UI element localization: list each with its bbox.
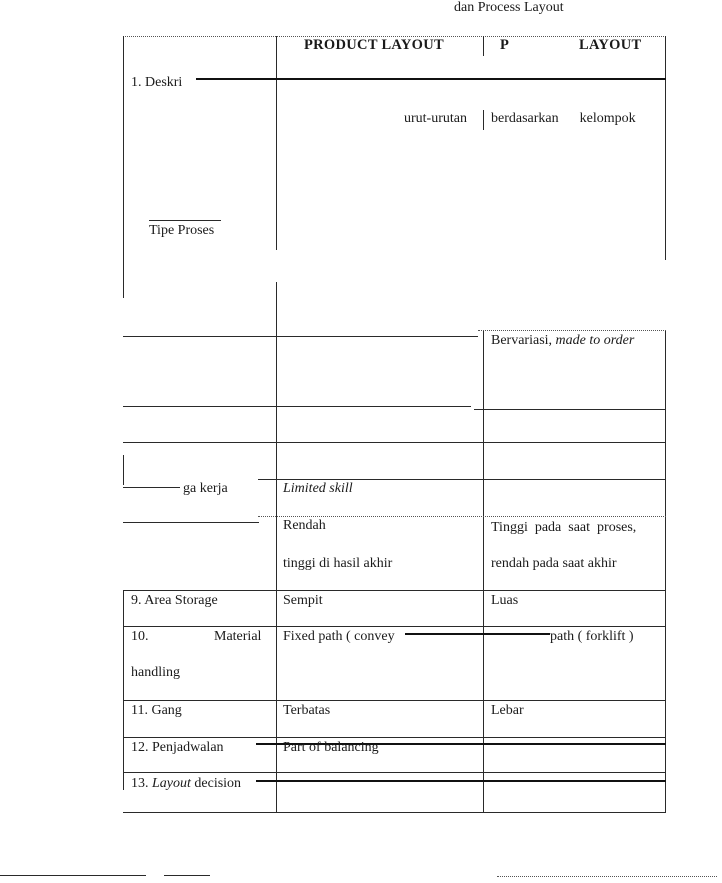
row12-product: Part of balancing xyxy=(283,740,379,755)
row10-product: Fixed path ( convey xyxy=(283,629,395,644)
header-process-prefix: P xyxy=(500,37,510,53)
row-rule-1 xyxy=(123,336,478,337)
row12-label: 12. Penjadwalan xyxy=(131,740,224,755)
row-rule-4b xyxy=(258,479,666,480)
row-rule-8 xyxy=(123,700,666,701)
tipe-proses-label: Tipe Proses xyxy=(149,223,215,238)
row1-product: urut-urutan xyxy=(404,111,467,126)
row10-process: path ( forklift ) xyxy=(550,629,634,644)
scan-artifact-rule xyxy=(497,876,717,877)
col-divider-right-b xyxy=(665,330,666,812)
row-rule-7 xyxy=(123,626,666,627)
col-divider-left xyxy=(123,36,124,298)
row13-rest: decision xyxy=(194,776,242,791)
col-divider-2c xyxy=(483,330,484,812)
footnote-rule xyxy=(0,875,146,876)
table-caption: dan Process Layout xyxy=(454,0,564,15)
row9-label: 9. Area Storage xyxy=(131,593,218,608)
row7b-product: tinggi di hasil akhir xyxy=(283,556,393,571)
row9-process: Luas xyxy=(491,593,519,608)
tenaga-label: ga kerja xyxy=(183,481,228,496)
row1-process: berdasarkan kelompok xyxy=(491,111,636,126)
row-rule-5b xyxy=(258,516,666,517)
row1-label: 1. Deskri xyxy=(131,75,183,90)
row11-process: Lebar xyxy=(491,703,524,718)
header-product-layout: PRODUCT LAYOUT xyxy=(304,37,444,53)
table-bottom-border xyxy=(123,812,666,813)
row-rule-1b xyxy=(478,330,666,331)
row7-process: Tinggi pada saat proses, xyxy=(491,520,637,535)
col-divider-2b xyxy=(483,110,484,130)
row10-label-num: 10. xyxy=(131,629,149,644)
row-rule-5a xyxy=(123,522,259,523)
col-divider-right xyxy=(665,36,666,260)
row-rule-10 xyxy=(123,772,666,773)
col-divider-1c xyxy=(276,282,277,812)
variasi-process xyxy=(491,333,634,349)
row7-product: Rendah xyxy=(283,518,326,533)
row7b-process: rendah pada saat akhir xyxy=(491,556,617,571)
header-process-suffix: LAYOUT xyxy=(579,37,642,53)
row13-num: 13. xyxy=(131,776,149,791)
row10-label-cont: handling xyxy=(131,665,180,680)
variasi-em: made to order xyxy=(555,333,635,348)
row-rule-10-mark xyxy=(256,780,666,782)
row9-product: Sempit xyxy=(283,593,323,608)
footnote-rule-2 xyxy=(164,875,210,876)
row-rule-2 xyxy=(123,406,471,407)
row13-label xyxy=(131,776,241,792)
variasi-text: Bervariasi, xyxy=(491,333,553,348)
row-rule-9 xyxy=(123,737,666,738)
row-rule-3 xyxy=(123,442,666,443)
row13-em: Layout xyxy=(152,776,191,791)
row-rule-4a xyxy=(123,487,180,488)
row-rule-2b xyxy=(474,409,666,410)
col-divider-1b xyxy=(276,80,277,250)
row10-label-word: Material xyxy=(214,629,262,644)
row11-label: 11. Gang xyxy=(131,703,182,718)
tenaga-product: Limited skill xyxy=(283,481,353,496)
col-divider-2 xyxy=(483,36,484,56)
row-rule-7-mark xyxy=(405,633,550,635)
tipe-proses-overline xyxy=(149,220,221,221)
row-rule-6 xyxy=(123,590,666,591)
col-divider-1 xyxy=(276,36,277,80)
col-divider-left-lower xyxy=(123,455,124,485)
header-rule xyxy=(196,78,666,80)
row11-product: Terbatas xyxy=(283,703,331,718)
col-divider-left-bottom xyxy=(123,590,124,790)
